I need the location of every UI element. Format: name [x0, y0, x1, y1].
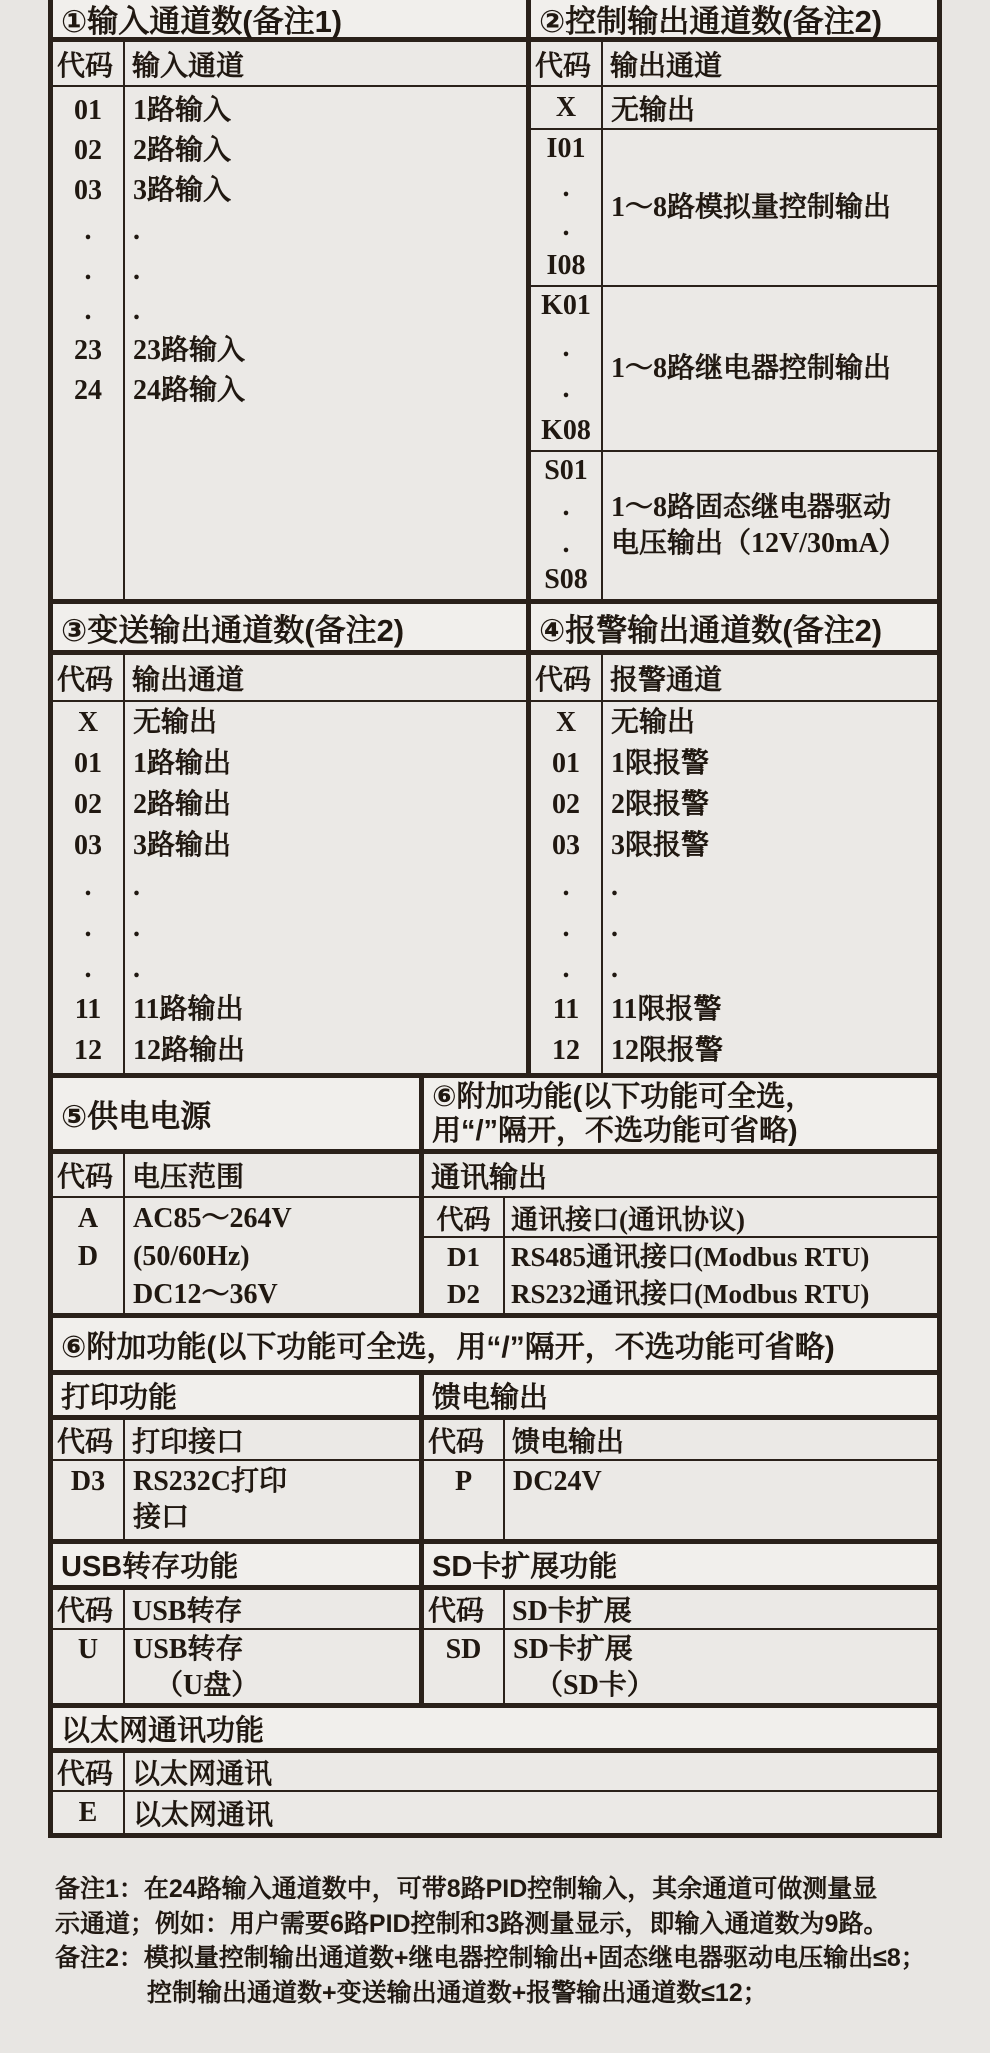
s2-analog-codes	[531, 130, 603, 285]
footnote-1-line1: 备注1：在24路输入通道数中，可带8路PID控制输入，其余通道可做测量显	[55, 1875, 878, 1903]
ethernet-desc-header: 以太网通讯	[132, 1758, 273, 1790]
s3-code: 12	[74, 1035, 102, 1066]
body-row-1-2	[53, 87, 937, 604]
body-row-5	[53, 1198, 937, 1318]
sd-desc-line1: SD卡扩展	[513, 1634, 633, 1665]
s2-code: S01	[544, 455, 588, 486]
band-ethernet	[53, 1708, 937, 1753]
comm-rows	[424, 1238, 937, 1313]
s5-code-header: 代码	[53, 1154, 125, 1196]
s2-desc: 1～8路继电器控制输出	[611, 352, 892, 384]
usb-header: USB转存功能	[53, 1544, 424, 1585]
s4-desc-header: 报警通道	[610, 664, 723, 696]
s1-code: 02	[74, 135, 102, 166]
header-row-3-4	[53, 655, 937, 702]
s2-code: .	[562, 331, 570, 363]
s4-code: X	[555, 707, 577, 738]
s2-block-relay	[531, 287, 937, 452]
s1-code: 03	[74, 175, 102, 206]
feed-desc: DC24V	[513, 1466, 602, 1497]
s3-desc-header: 输出通道	[125, 655, 531, 700]
s1-desc: .	[133, 255, 140, 286]
usb-code-header: 代码	[53, 1590, 125, 1628]
feed-code-header: 代码	[424, 1420, 505, 1459]
comm-desc: RS232通讯接口(Modbus RTU)	[511, 1279, 870, 1309]
s2-code: I01	[546, 133, 586, 164]
usb-desc-line1: USB转存	[133, 1634, 244, 1665]
print-desc	[125, 1461, 424, 1539]
s3-desc: 3路输出	[133, 830, 232, 861]
s2-code-header: 代码	[531, 42, 603, 85]
s1-desc: 2路输入	[133, 135, 232, 166]
header-row-1-2	[53, 42, 937, 87]
s2-none-desc: 无输出	[611, 94, 696, 126]
sd-code: SD	[424, 1630, 505, 1703]
s2-code: .	[562, 211, 570, 242]
s4-desc: .	[611, 871, 618, 902]
s1-desc: .	[133, 215, 140, 246]
ethernet-header: 以太网通讯功能	[61, 1714, 265, 1747]
usb-desc	[125, 1630, 424, 1703]
print-header: 打印功能	[53, 1375, 424, 1415]
s3-code: 11	[74, 994, 102, 1025]
sd-header: SD卡扩展功能	[432, 1551, 618, 1583]
body-row-ethernet	[53, 1792, 937, 1833]
s4-desc: 11限报警	[611, 994, 722, 1025]
s2-relay-codes	[531, 287, 603, 450]
s2-analog-desc	[603, 130, 937, 285]
s3-code: .	[84, 871, 92, 902]
s3-desc: 12路输出	[133, 1035, 246, 1066]
s5-code: A	[77, 1203, 99, 1234]
section6-title-line1: ⑥附加功能(以下功能可全选，	[432, 1080, 815, 1113]
s5-desc-column	[125, 1198, 424, 1313]
print-code: D3	[53, 1461, 125, 1539]
s4-code: 03	[552, 830, 580, 861]
s4-desc: 3限报警	[611, 830, 710, 861]
ethernet-code: E	[53, 1792, 125, 1833]
s2-desc-header: 输出通道	[610, 50, 723, 82]
print-desc-line1: RS232C打印	[133, 1466, 288, 1497]
usb-desc-header: USB转存	[125, 1590, 424, 1628]
s3-desc: .	[133, 953, 140, 984]
comm-body	[424, 1198, 937, 1313]
s4-code: 12	[552, 1035, 580, 1066]
s3-code: .	[84, 912, 92, 943]
s2-code: .	[562, 172, 570, 203]
s4-code: 01	[552, 748, 580, 779]
print-desc-line2: 接口	[133, 1502, 190, 1533]
s2-code: S08	[544, 563, 588, 595]
comm-desc-header: 通讯接口(通讯协议)	[511, 1204, 745, 1235]
section1-title: ①输入通道数(备注1)	[53, 0, 531, 37]
section3-title: ③变送输出通道数(备注2)	[53, 604, 531, 650]
comm-subheader-row	[424, 1198, 937, 1238]
section5-title: ⑤供电电源	[53, 1078, 424, 1149]
header-row-ethernet	[53, 1753, 937, 1792]
s4-desc: .	[611, 953, 618, 984]
sd-desc	[505, 1630, 937, 1703]
body-row-3-4	[53, 702, 937, 1078]
feed-code: P	[424, 1461, 505, 1539]
ethernet-code-header: 代码	[53, 1753, 125, 1790]
comm-code: D2	[447, 1279, 480, 1309]
s1-desc-column	[125, 87, 531, 599]
comm-code-header: 代码	[424, 1198, 505, 1236]
s2-body	[531, 87, 937, 599]
s1-code: 01	[74, 95, 102, 126]
usb-code: U	[53, 1630, 125, 1703]
print-desc-header: 打印接口	[125, 1420, 424, 1459]
band-section-5-6	[53, 1078, 937, 1154]
s3-code-column	[53, 702, 125, 1073]
s2-desc: 电压输出（12V/30mA）	[611, 527, 907, 559]
s4-desc-column	[603, 702, 937, 1073]
band-section-1-2	[53, 0, 937, 42]
s1-desc: .	[133, 295, 140, 326]
s4-code: 11	[552, 994, 580, 1025]
s1-code: 24	[74, 375, 102, 406]
s3-desc: .	[133, 871, 140, 902]
s3-desc: 11路输出	[133, 994, 244, 1025]
s4-code: .	[562, 953, 570, 984]
s4-code-header: 代码	[531, 655, 603, 700]
s1-desc-header: 输入通道	[125, 42, 531, 85]
s1-code-column	[53, 87, 125, 599]
footnotes	[55, 1872, 965, 2010]
s4-code: .	[562, 871, 570, 902]
footnote-2-line2: 控制输出通道数+变送输出通道数+报警输出通道数≤12；	[147, 1978, 768, 2007]
s1-desc: 24路输入	[133, 375, 246, 406]
s3-desc: 无输出	[133, 707, 218, 738]
s5-desc: DC12～36V	[133, 1279, 278, 1310]
s2-none-code: X	[531, 87, 603, 128]
s1-desc: 3路输入	[133, 175, 232, 206]
s3-desc-column	[125, 702, 531, 1073]
s2-code: K08	[541, 414, 591, 446]
s5-code-column	[53, 1198, 125, 1313]
feed-desc-header: 馈电输出	[512, 1426, 625, 1458]
body-row-print-feed	[53, 1461, 937, 1544]
s3-desc: 1路输出	[133, 748, 232, 779]
comm-code-column	[424, 1238, 505, 1313]
s4-desc: 12限报警	[611, 1035, 724, 1066]
body-row-usb-sd	[53, 1630, 937, 1708]
s4-code-column	[531, 702, 603, 1073]
band-section-3-4	[53, 604, 937, 655]
footnote-1-line2: 示通道；例如：用户需要6路PID控制和3路测量显示，即输入通道数为9路。	[55, 1909, 889, 1938]
s3-code-header: 代码	[53, 655, 125, 700]
s4-code: 02	[552, 789, 580, 820]
band-usb-sd	[53, 1544, 937, 1590]
footnote-2-line1: 备注2：模拟量控制输出通道数+继电器控制输出+固态继电器驱动电压输出≤8；	[55, 1944, 926, 1972]
s1-desc: 1路输入	[133, 95, 232, 126]
section6-title-line2: 用“/”隔开，不选功能可省略)	[432, 1114, 798, 1147]
s2-block-ssr	[531, 452, 937, 599]
sd-code-header: 代码	[424, 1590, 505, 1628]
s1-code: 23	[74, 335, 102, 366]
s2-relay-desc	[603, 287, 937, 450]
section2-title: ②控制输出通道数(备注2)	[539, 4, 883, 39]
s4-desc: 1限报警	[611, 748, 710, 779]
s1-code: .	[84, 255, 92, 286]
header-row-5	[53, 1154, 937, 1198]
s3-code: 01	[74, 748, 102, 779]
s3-code: .	[84, 953, 92, 984]
band-section-6-full	[53, 1318, 937, 1375]
s2-desc: 1～8路模拟量控制输出	[611, 191, 892, 223]
s3-code: X	[77, 707, 99, 738]
s5-desc: AC85～264V	[133, 1203, 292, 1234]
print-code-header: 代码	[53, 1420, 125, 1459]
s2-code: .	[562, 491, 570, 523]
s4-desc: 无输出	[611, 707, 696, 738]
s2-code: .	[562, 527, 570, 559]
comm-header: 通讯输出	[431, 1161, 548, 1194]
comm-desc-column	[505, 1238, 937, 1313]
header-row-usb-sd	[53, 1590, 937, 1630]
s2-row-none	[531, 87, 937, 130]
s3-desc: .	[133, 912, 140, 943]
s3-code: 02	[74, 789, 102, 820]
s3-desc: 2路输出	[133, 789, 232, 820]
s1-code: .	[84, 295, 92, 326]
usb-desc-line2: （U盘）	[155, 1670, 260, 1701]
s1-desc: 23路输入	[133, 335, 246, 366]
s5-desc-header: 电压范围	[125, 1154, 424, 1196]
s2-code: .	[562, 373, 570, 405]
s1-code: .	[84, 215, 92, 246]
band-print-feed	[53, 1375, 937, 1420]
s4-desc: .	[611, 912, 618, 943]
s4-code: .	[562, 912, 570, 943]
s2-block-analog	[531, 130, 937, 287]
s5-desc: (50/60Hz)	[133, 1241, 250, 1272]
section6-full-title: ⑥附加功能(以下功能可全选，用“/”隔开，不选功能可省略)	[61, 1331, 835, 1364]
s2-ssr-desc	[603, 452, 937, 599]
s2-code: K01	[541, 290, 591, 321]
s4-desc: 2限报警	[611, 789, 710, 820]
feed-header: 馈电输出	[432, 1381, 549, 1414]
s2-desc: 1～8路固态继电器驱动	[611, 491, 892, 523]
section4-title: ④报警输出通道数(备注2)	[539, 612, 883, 648]
section6-title	[424, 1078, 937, 1149]
s2-code: I08	[546, 250, 586, 281]
sd-desc-header: SD卡扩展	[512, 1596, 632, 1627]
s3-code: 03	[74, 830, 102, 861]
ethernet-desc: 以太网通讯	[133, 1799, 274, 1831]
s1-code-header: 代码	[53, 42, 125, 85]
selection-table	[48, 0, 942, 1838]
comm-desc: RS485通讯接口(Modbus RTU)	[511, 1242, 870, 1272]
comm-code: D1	[447, 1242, 480, 1272]
s5-code: D	[77, 1241, 99, 1272]
header-row-print-feed	[53, 1420, 937, 1461]
s2-ssr-codes	[531, 452, 603, 599]
sd-desc-line2: （SD卡）	[535, 1670, 655, 1701]
